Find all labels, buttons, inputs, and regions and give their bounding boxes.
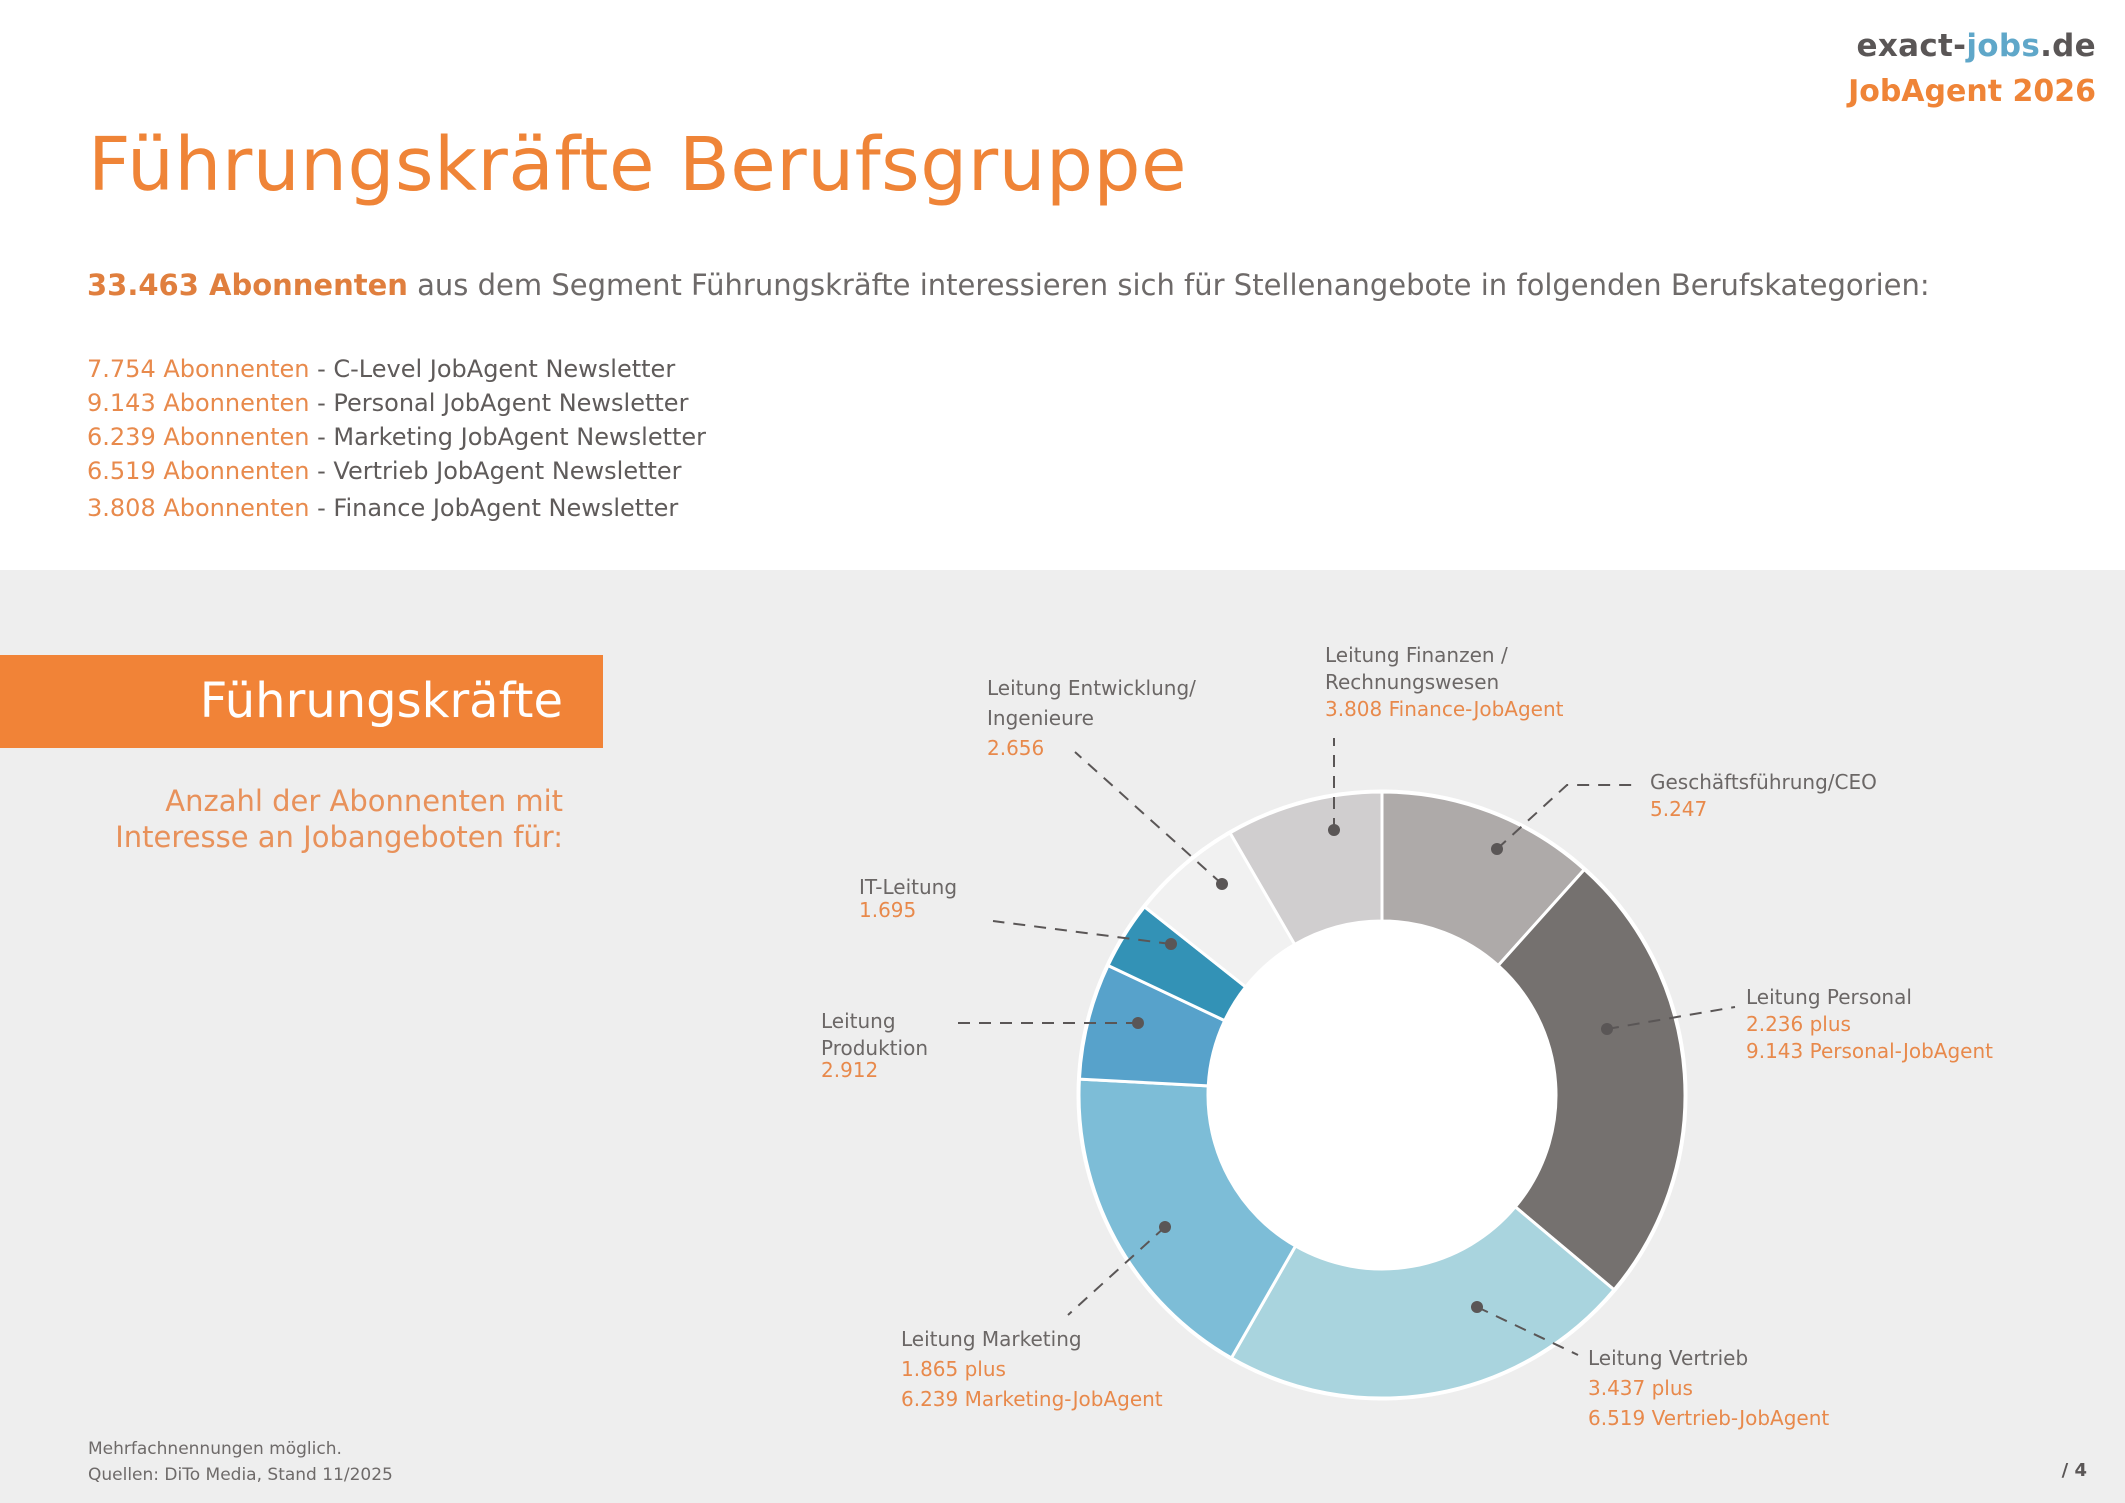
callout-dot [1132,1017,1144,1029]
callout-dot [1216,878,1228,890]
label-name: Leitung Vertrieb [1588,1346,1749,1370]
label-ceo [1650,769,1877,823]
logo-text: exact- [1856,28,1967,64]
label-produktion [821,1008,928,1084]
label-name: Leitung [821,1009,896,1033]
label-value: 2.912 [821,1058,879,1082]
subscriber-count: 6.239 Abonnenten [87,423,310,451]
label-finanzen [1325,642,1564,723]
newsletter-name: - Finance JobAgent Newsletter [309,494,679,522]
callout-dot [1491,843,1503,855]
subscriber-count: 6.519 Abonnenten [87,457,310,485]
callout-dot [1601,1023,1613,1035]
donut-segments [1078,791,1686,1399]
label-vertrieb [1588,1343,1829,1433]
intro-body: aus dem Segment Führungskräfte interessieren sich für Stellenangebote in folgenden Berufskategorien: [407,268,1930,302]
label-name: Geschäftsführung/CEO [1650,770,1877,794]
source-line: Quellen: DiTo Media, Stand 11/2025 [88,1465,393,1485]
subscriber-count: 7.754 Abonnenten [87,355,310,383]
label-value: 2.656 [987,736,1045,760]
callout-dot [1471,1301,1483,1313]
label-value: 1.695 [859,898,917,922]
label-name: Leitung Marketing [901,1327,1082,1351]
newsletter-name: - Marketing JobAgent Newsletter [309,423,707,451]
label-value: 9.143 Personal-JobAgent [1746,1039,1993,1063]
logo-text-domain: .de [2040,28,2096,64]
page-title: Führungskräfte Berufsgruppe [88,122,1188,208]
callout-dot [1165,938,1177,950]
subscriber-count: 3.808 Abonnenten [87,494,310,522]
label-name: Leitung Entwicklung/ [987,676,1196,700]
newsletter-name: - C-Level JobAgent Newsletter [309,355,676,383]
donut-hole [1208,921,1556,1269]
callout-dot [1159,1221,1171,1233]
newsletter-name: - Personal JobAgent Newsletter [309,389,689,417]
section-subtitle-line: Interesse an Jobangeboten für: [115,820,563,854]
label-name: Leitung Finanzen / [1325,643,1508,667]
label-value: 2.236 plus [1746,1012,1851,1036]
total-subscribers: 33.463 Abonnenten [87,268,408,302]
callout-line-entwicklung [1075,752,1222,884]
newsletter-name: - Vertrieb JobAgent Newsletter [309,457,682,485]
brand-subtitle: JobAgent 2026 [1848,74,2096,109]
section-subtitle-line: Anzahl der Abonnenten mit [165,784,563,818]
logo-text-jobs: jobs [1966,28,2041,64]
label-name: Produktion [821,1036,928,1060]
footnote [88,1436,393,1488]
label-value: 3.808 Finance-JobAgent [1325,697,1564,721]
label-entwicklung [987,673,1196,763]
label-personal [1746,984,1993,1065]
label-value: 6.519 Vertrieb-JobAgent [1588,1406,1830,1430]
label-name: Rechnungswesen [1325,670,1500,694]
label-name: IT-Leitung [859,875,958,899]
footnote-line: Mehrfachnennungen möglich. [88,1439,342,1459]
label-value: 6.239 Marketing-JobAgent [901,1387,1163,1411]
label-it [859,876,957,922]
label-value: 3.437 plus [1588,1376,1693,1400]
label-value: 1.865 plus [901,1357,1006,1381]
label-name: Leitung Personal [1746,985,1912,1009]
label-value: 5.247 [1650,797,1708,821]
callout-dot [1328,824,1340,836]
subscriber-count: 9.143 Abonnenten [87,389,310,417]
label-name: Ingenieure [987,706,1094,730]
page-number: / 4 [2061,1460,2087,1481]
label-marketing [901,1324,1163,1414]
section-title: Führungskräfte [199,673,563,729]
